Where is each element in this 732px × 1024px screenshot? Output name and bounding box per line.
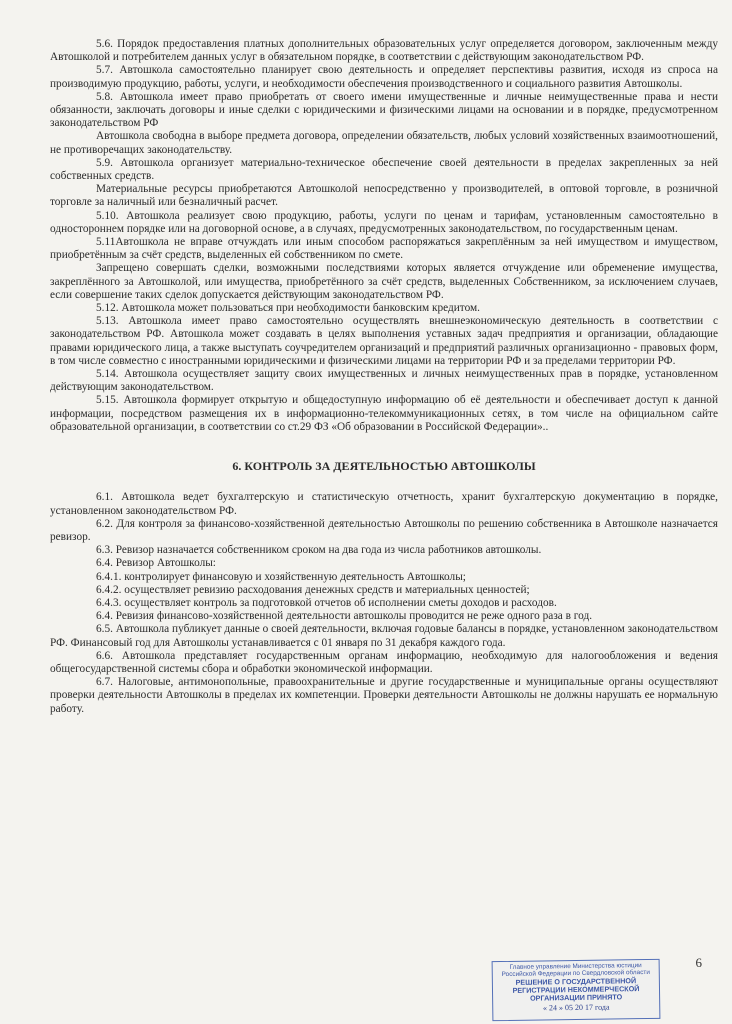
paragraph: 6.7. Налоговые, антимонопольные, правоохранительные и другие государственные и муниципальные органы осуществляют проверки деятельности Автошколы в пределах их компетенции. Проверки деятельности Автошколы не должны нарушать ее нормальную работу. xyxy=(50,676,718,715)
paragraph: 5.13. Автошкола имеет право самостоятельно осуществлять внешнеэкономическую деятельность в соответствии с законодательством РФ. Автошкола может создавать в целях выполнения уставных задач предприятия и организации, обладающие правами юридического лица, а также выступать соучредителем организаций и предприятий различных организационно - правовых форм, в том числе совместно с иностранными юридическими и физическими лицами на территории РФ и за пределами территории РФ. xyxy=(50,315,718,367)
stamp-date: « 24 » 05 20 17 года xyxy=(542,1002,610,1013)
stamp-line: РЕГИСТРАЦИИ НЕКОММЕРЧЕСКОЙ xyxy=(512,983,640,995)
page-number: 6 xyxy=(695,955,702,970)
paragraph: 6.4.3. осуществляет контроль за подготовкой отчетов об исполнении сметы доходов и расходов. xyxy=(96,596,557,609)
paragraph: 6.2. Для контроля за финансово-хозяйственной деятельностью Автошколы по решению собственника в Автошколе назначается ревизор. xyxy=(50,517,718,543)
paragraph: 5.11Автошкола не вправе отчуждать или иным способом распоряжаться закреплённым за ней имуществом и имуществом, приобретённым за счёт средств, выделенных ей собственником по смете. xyxy=(50,236,718,262)
paragraph: 5.9. Автошкола организует материально-техническое обеспечение своей деятельности в пределах закрепленных за ней собственных средств. xyxy=(50,156,718,183)
paragraph: 5.14. Автошкола осуществляет защиту своих имущественных и личных неимущественных прав в порядке, установленном действующим законодательством. xyxy=(50,368,718,394)
stamp-line: РЕШЕНИЕ О ГОСУДАРСТВЕННОЙ xyxy=(515,975,637,987)
paragraph: 6.4.2. осуществляет ревизию расходования денежных средств и материальных ценностей; xyxy=(96,583,530,596)
paragraph: 5.6. Порядок предоставления платных дополнительных образовательных услуг определяется договором, заключенным между Автошколой и потребителем данных услуг в обязательном порядке, в соответствии с действующим законодательством РФ. xyxy=(50,38,718,64)
paragraph: 6.4.1. контролирует финансовую и хозяйственную деятельность Автошколы; xyxy=(96,570,466,583)
paragraph: 6.1. Автошкола ведет бухгалтерскую и статистическую отчетность, хранит бухгалтерскую документацию в порядке, установленном законодательством РФ. xyxy=(50,491,718,517)
paragraph: 6.4. Ревизор Автошколы: xyxy=(96,557,216,570)
paragraph: Материальные ресурсы приобретаются Автошколой непосредственно у производителей, в оптовой торговле, в розничной торговле за наличный или безналичный расчет. xyxy=(50,183,718,209)
section-6-title: 6. КОНТРОЛЬ ЗА ДЕЯТЕЛЬНОСТЬЮ АВТОШКОЛЫ xyxy=(232,459,536,474)
paragraph: 5.15. Автошкола формирует открытую и общедоступную информацию об её деятельности и обеспечивает доступ к данной информации, посредством размещения их в информационно-телекоммуникационных сетях, в том числе на официальном сайте образовательной организации, в соответствии со ст.29 ФЗ «Об образовании в Российской Федерации».. xyxy=(50,394,718,433)
paragraph: 6.3. Ревизор назначается собственником сроком на два года из числа работников автошколы. xyxy=(96,544,542,557)
registration-stamp xyxy=(492,959,661,1021)
section-6-body xyxy=(50,491,718,715)
stamp-line: Главное управление Министерства юстиции xyxy=(509,962,642,971)
paragraph: 6.5. Автошкола публикует данные о своей деятельности, включая годовые балансы в порядке, установленном законодательством РФ. Финансовый год для Автошколы устанавливается с 01 января по 31 декабря каждого года. xyxy=(50,623,718,649)
paragraph: 5.7. Автошкола самостоятельно планирует свою деятельность и определяет перспективы развития, исходя из спроса на производимую продукцию, работы, услуги, и необходимости обеспечения производственного и социального развития Автошколы. xyxy=(50,64,718,90)
stamp-line: ОРГАНИЗАЦИИ ПРИНЯТО xyxy=(529,992,623,1003)
paragraph: Запрещено совершать сделки, возможными последствиями которых является отчуждение или обременение имущества, закреплённого за Автошколой, или имущества, приобретённого за счёт средств, выделенных Собственником, за исключением случаев, если совершение таких сделок допускается действующим законодательством РФ. xyxy=(50,262,718,301)
paragraph: Автошкола свободна в выборе предмета договора, определении обязательств, любых условий хозяйственных взаимоотношений, не противоречащих законодательству. xyxy=(50,130,718,156)
paragraph: 6.6. Автошкола представляет государственным органам информацию, необходимую для налогообложения и ведения общегосударственной системы сбора и обработки экономической информации. xyxy=(50,649,718,675)
paragraph: 5.10. Автошкола реализует свою продукцию, работы, услуги по ценам и тарифам, установленным самостоятельно в одностороннем порядке или на договорной основе, а в случаях, предусмотренных законодательством, по государственным ценам. xyxy=(50,209,718,235)
stamp-line: Российской Федерации по Свердловской области xyxy=(501,969,650,979)
paragraph: 5.12. Автошкола может пользоваться при необходимости банковским кредитом. xyxy=(96,302,480,315)
section-5-body xyxy=(50,38,718,434)
paragraph: 5.8. Автошкола имеет право приобретать от своего имени имущественные и личные неимущественные права и нести обязанности, заключать договоры и иные сделки с юридическими и физическими лицами на основании и в порядке, предусмотренном законодательством РФ xyxy=(50,90,718,130)
paragraph: 6.4. Ревизия финансово-хозяйственной деятельности автошколы проводится не реже одного раза в год. xyxy=(96,610,593,623)
